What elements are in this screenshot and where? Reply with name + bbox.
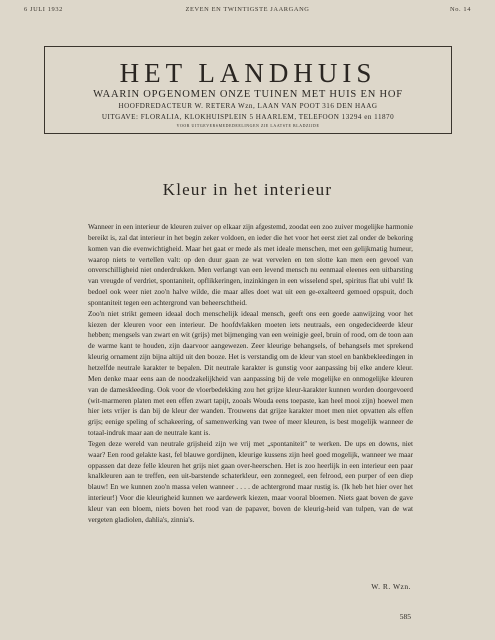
publisher-note: VOOR UITGEVERSMEDEDEELINGEN ZIE LAATSTE BLADZIJDE [176,124,320,128]
masthead [44,46,452,134]
magazine-subtitle: WAARIN OPGENOMEN ONZE TUINEN MET HUIS EN HOF [93,89,403,100]
magazine-title: HET LANDHUIS [119,58,377,88]
author-signature: W. R. Wzn. [371,582,411,591]
article-title: Kleur in het interieur [162,180,333,199]
issue-number: No. 14 [450,6,471,13]
article-body [88,222,413,526]
issue-date: 6 JULI 1932 [24,6,63,13]
article-paragraph: Zoo'n niet strikt gemeen ideaal doch menschelijk ideaal mensch, geeft ons een goede aanwijzing voor het kiezen der kleuren voor een interieur. De hoofdvlakken moeten iets neutraals, een ongedecideerde kleur hebben; mengsels van zwart en wit (grijs) met bijmenging van een weinigje geel, bruin of rood, om de toon aan de warme kant te houden, zijn daarvoor aangewezen. Zeer kleurige behangsels, of behangsels met sprekend kleurig ornament zijn bijna altijd uit den booze. Het is verstandig om de kleur van stoel en bankbekleedingen in hetzelfde neutrale karakter te bepalen. Dit neutrale karakter is gunstig voor aanpassing bij elke andere kleur. Men denke maar eens aan de noodzakelijkheid van aanpassing bij de vele mogelijke en onmogelijke kleuren van de dameskleeding. Ook voor de vloerbedekking zou het grijze kleur-karakter kunnen worden doorgevoerd (wit-marmeren platen met een effen zwart tapijt, zooals Wouda eens toepaste, kan heel mooi zijn) hoewel men hier iets vrijer is dan bij de kleur der wanden. Trouwens dat grijze karakter moet men niet opvatten als effen grijs; eenige speling of schakeering, of samenwerking van twee of meer kleuren, is best mogelijk wanneer de totaal-indruk maar aan de neutrale kant is. [88,309,413,438]
publisher-line: UITGAVE: FLORALIA, KLOKHUISPLEIN 5 HAARLEM, TELEFOON 13294 en 11870 [101,113,395,121]
article-paragraph: Tegen deze wereld van neutrale grijsheid zijn we vrij met „spontaniteit" te werken. De ups en downs, niet waar? Een rood gelakte kast, fel blauwe gordijnen, kleurige kussens zijn heel goed mogelijk, wanneer we maar oppassen dat deze felle kleuren het grijs niet gaan over-heerschen. Het is zoo heerlijk in een interieur een paar knalkleuren aan te treffen, een uit-barstende schaterkleur, een zonnegeel, een felrood, een purper of een diep blauw! En we kunnen zoo'n massa velen wanneer . . . . de achtergrond maar rustig is. (Ik heb het hier over het interieur!) Voor die kleurigheid kunnen we aardewerk kiezen, maar vooral bloemen. Niets gaat boven de gave kleur van een bloem, niets boven het rood van de papaver, boven de kleurig-heid van tulpen, van de wat vergeten gladiolen, dahlia's, zinnia's. [88,439,413,524]
running-head [24,6,471,20]
article-paragraph: Wanneer in een interieur de kleuren zuiver op elkaar zijn afgestemd, zoodat een zoo zuiver mogelijke harmonie bereikt is, zal dat interieur in het begin zeker voldoen, en ieder die het voor het eerst ziet zal onder de bekoring komen van die evenwichtigheid. Maar het gaat er mede als met ideale menschen, met een gelijkmatig humeur, waarop niets te vertellen valt: op den duur gaan ze wat vervelen en ten slotte kan men een gevoel van onverschilligheid niet onderdrukken. Men verlangt van een levend mensch nu eenmaal eleenes een uitbarsting van vreugde of verdriet, spontaniteit, opflikkeringen, inzinkingen in een wisselend spel, spiritus flat ubi vult! Ik bedoel ook weer niet zoo'n halve wilde, die maar alles doet wat uit een ge-exalteerd gemoed opspuit, doch spontaniteit tegen een achtergrond van beheerschtheid. [88,223,413,307]
page-number: 585 [399,612,411,621]
volume-label: ZEVEN EN TWINTIGSTE JAARGANG [185,6,310,13]
editor-line: HOOFDREDACTEUR W. RETERA Wzn, LAAN VAN POOT 316 DEN HAAG [118,102,378,110]
